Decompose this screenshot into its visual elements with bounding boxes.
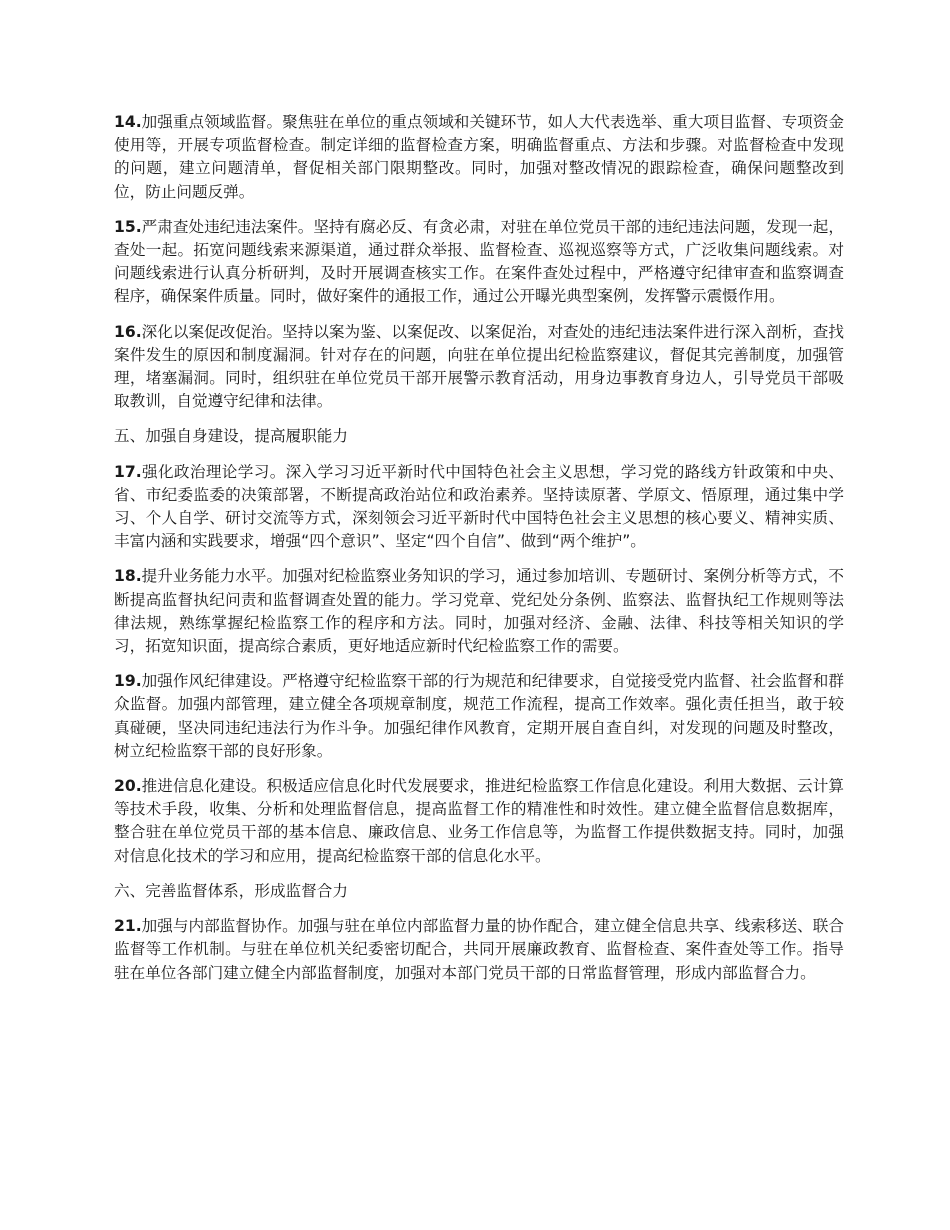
- paragraph-number: 15.: [114, 217, 142, 236]
- paragraph-number: 17.: [114, 462, 142, 481]
- paragraph-number: 20.: [114, 777, 142, 796]
- document-body: [114, 111, 844, 997]
- paragraph-number: 21.: [114, 917, 142, 936]
- paragraph-number: 18.: [114, 567, 142, 586]
- paragraph-text: 加强与内部监督协作。加强与驻在单位内部监督力量的协作配合，建立健全信息共享、线索移送、联合监督等工作机制。与驻在单位机关纪委密切配合，共同开展廉政教育、监督检查、案件查处等工作。指导驻在单位各部门建立健全内部监督制度，加强对本部门党员干部的日常监督管理，形成内部监督合力。: [114, 917, 844, 982]
- paragraph-text: 推进信息化建设。积极适应信息化时代发展要求，推进纪检监察工作信息化建设。利用大数据、云计算等技术手段，收集、分析和处理监督信息，提高监督工作的精准性和时效性。建立健全监督信息数据库，整合驻在单位党员干部的基本信息、廉政信息、业务工作信息等，为监督工作提供数据支持。同时，加强对信息化技术的学习和应用，提高纪检监察干部的信息化水平。: [114, 777, 844, 865]
- paragraph-15: [114, 216, 844, 309]
- paragraph-text: 强化政治理论学习。深入学习习近平新时代中国特色社会主义思想，学习党的路线方针政策和中央、省、市纪委监委的决策部署，不断提高政治站位和政治素养。坚持读原著、学原文、悟原理，通过集中学习、个人自学、研讨交流等方式，深刻领会习近平新时代中国特色社会主义思想的核心要义、精神实质、丰富内涵和实践要求，增强“四个意识”、坚定“四个自信”、做到“两个维护”。: [114, 462, 844, 551]
- paragraph-text: 加强作风纪律建设。严格遵守纪检监察干部的行为规范和纪律要求，自觉接受党内监督、社会监督和群众监督。加强内部管理，建立健全各项规章制度，规范工作流程，提高工作效率。强化责任担当，敢于较真碰硬，坚决同违纪违法行为作斗争。加强纪律作风教育，定期开展自查自纠，对发现的问题及时整改，树立纪检监察干部的良好形象。: [114, 672, 844, 760]
- paragraph-number: 14.: [114, 113, 142, 131]
- paragraph-19: [114, 670, 844, 763]
- paragraph-text: 严肃查处违纪违法案件。坚持有腐必反、有贪必肃，对驻在单位党员干部的违纪违法问题，发现一起，查处一起。拓宽问题线索来源渠道，通过群众举报、监督检查、巡视巡察等方式，广泛收集问题线索。对问题线索进行认真分析研判，及时开展调查核实工作。在案件查处过程中，严格遵守纪律审查和监察调查程序，确保案件质量。同时，做好案件的通报工作，通过公开曝光典型案例，发挥警示震慑作用。: [114, 217, 844, 306]
- paragraph-text: 提升业务能力水平。加强对纪检监察业务知识的学习，通过参加培训、专题研讨、案例分析等方式，不断提高监督执纪问责和监督调查处置的能力。学习党章、党纪处分条例、监察法、监督执纪工作规则等法律法规，熟练掌握纪检监察工作的程序和方法。同时，加强对经济、金融、法律、科技等相关知识的学习，拓宽知识面，提高综合素质，更好地适应新时代纪检监察工作的需要。: [114, 567, 844, 656]
- paragraph-17: [114, 461, 844, 554]
- paragraph-21: [114, 915, 844, 985]
- paragraph-number: 16.: [114, 322, 142, 341]
- paragraph-number: 19.: [114, 672, 142, 691]
- section-heading-6: 六、完善监督体系，形成监督合力: [114, 881, 348, 900]
- paragraph-text: 深化以案促改促治。坚持以案为鉴、以案促改、以案促治，对查处的违纪违法案件进行深入剖析，查找案件发生的原因和制度漏洞。针对存在的问题，向驻在单位提出纪检监察建议，督促其完善制度，加强管理，堵塞漏洞。同时，组织驻在单位党员干部开展警示教育活动，用身边事教育身边人，引导党员干部吸取教训，自觉遵守纪律和法律。: [114, 322, 844, 411]
- paragraph-20: [114, 775, 844, 868]
- section-heading-5: 五、加强自身建设，提高履职能力: [114, 427, 348, 446]
- paragraph-18: [114, 565, 844, 658]
- paragraph-16: [114, 321, 844, 414]
- paragraph-14: [114, 111, 844, 204]
- paragraph-text: 加强重点领域监督。聚焦驻在单位的重点领域和关键环节，如人大代表选举、重大项目监督、专项资金使用等，开展专项监督检查。制定详细的监督检查方案，明确监督重点、方法和步骤。对监督检查中发现的问题，建立问题清单，督促相关部门限期整改。同时，加强对整改情况的跟踪检查，确保问题整改到位，防止问题反弹。: [114, 113, 844, 201]
